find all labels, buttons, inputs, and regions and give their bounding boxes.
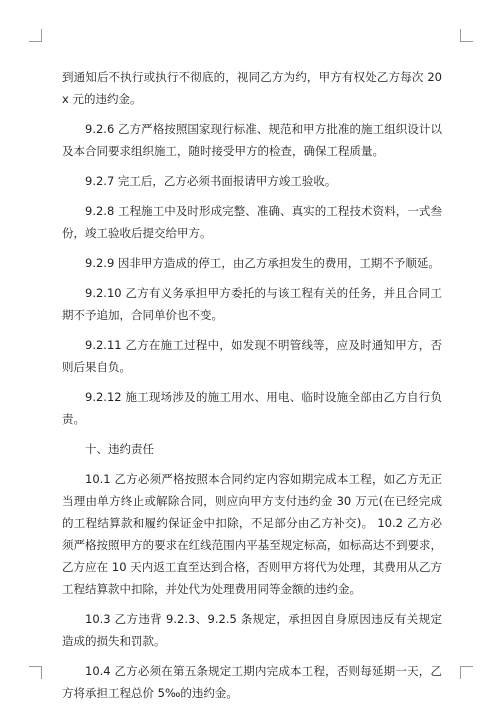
crop-mark-bottom-right bbox=[460, 666, 473, 679]
clause-10-4: 10.4 乙方必须在第五条规定工期内完成本工程，否则每延期一天，乙方将承担工程总价 5‰的违约金。 bbox=[62, 664, 442, 700]
clause-9-2-9: 9.2.9 因非甲方造成的停工，由乙方承担发生的费用，工期不予顺延。 bbox=[85, 256, 440, 270]
clause-9-2-10: 9.2.10 乙方有义务承担甲方委托的与该工程有关的任务，并且合同工期不予追加，合同单价也不变。 bbox=[62, 286, 442, 322]
document-body bbox=[62, 66, 442, 712]
clause-9-2-12: 9.2.12 施工现场涉及的施工用水、用电、临时设施全部由乙方自行负责。 bbox=[62, 390, 442, 426]
clause-10-1: 10.1 乙方必须严格按照本合同约定内容如期完成本工程，如乙方无正当理由单方终止或解除合同，则应向甲方支付违约金 30 万元(在已经完成的工程结算款和履约保证金中扣除，不足部分由乙方补交)。 10.2 乙方必须严格按照甲方的要求在红线范围内平基至规定标高，如标高达不到要求，乙方应在 10 天内返工直至达到合格，否则甲方将代为处理，其费用从乙方工程结算款中扣除，并处代为处理费用同等金额的违约金。 bbox=[62, 472, 442, 596]
paragraph-continuation: 到通知后不执行或执行不彻底的，视同乙方为约，甲方有权处乙方每次 20x 元的违约金。 bbox=[62, 70, 442, 106]
crop-mark-bottom-left bbox=[29, 666, 42, 679]
clause-9-2-11: 9.2.11 乙方在施工过程中，如发现不明管线等，应及时通知甲方，否则后果自负。 bbox=[62, 338, 442, 374]
clause-9-2-8: 9.2.8 工程施工中及时形成完整、准确、真实的工程技术资料，一式叁份，竣工验收后提交给甲方。 bbox=[62, 204, 442, 240]
section-heading-10: 十、违约责任 bbox=[85, 442, 154, 456]
crop-mark-top-right bbox=[460, 29, 473, 42]
clause-9-2-6: 9.2.6 乙方严格按照国家现行标准、规范和甲方批准的施工组织设计以及本合同要求组织施工，随时接受甲方的检查，确保工程质量。 bbox=[62, 122, 442, 158]
clause-9-2-7: 9.2.7 完工后，乙方必须书面报请甲方竣工验收。 bbox=[85, 174, 337, 188]
crop-mark-top-left bbox=[29, 29, 42, 42]
clause-10-3: 10.3 乙方违背 9.2.3、9.2.5 条规定，承担因自身原因违反有关规定造成的损失和罚款。 bbox=[62, 612, 442, 648]
